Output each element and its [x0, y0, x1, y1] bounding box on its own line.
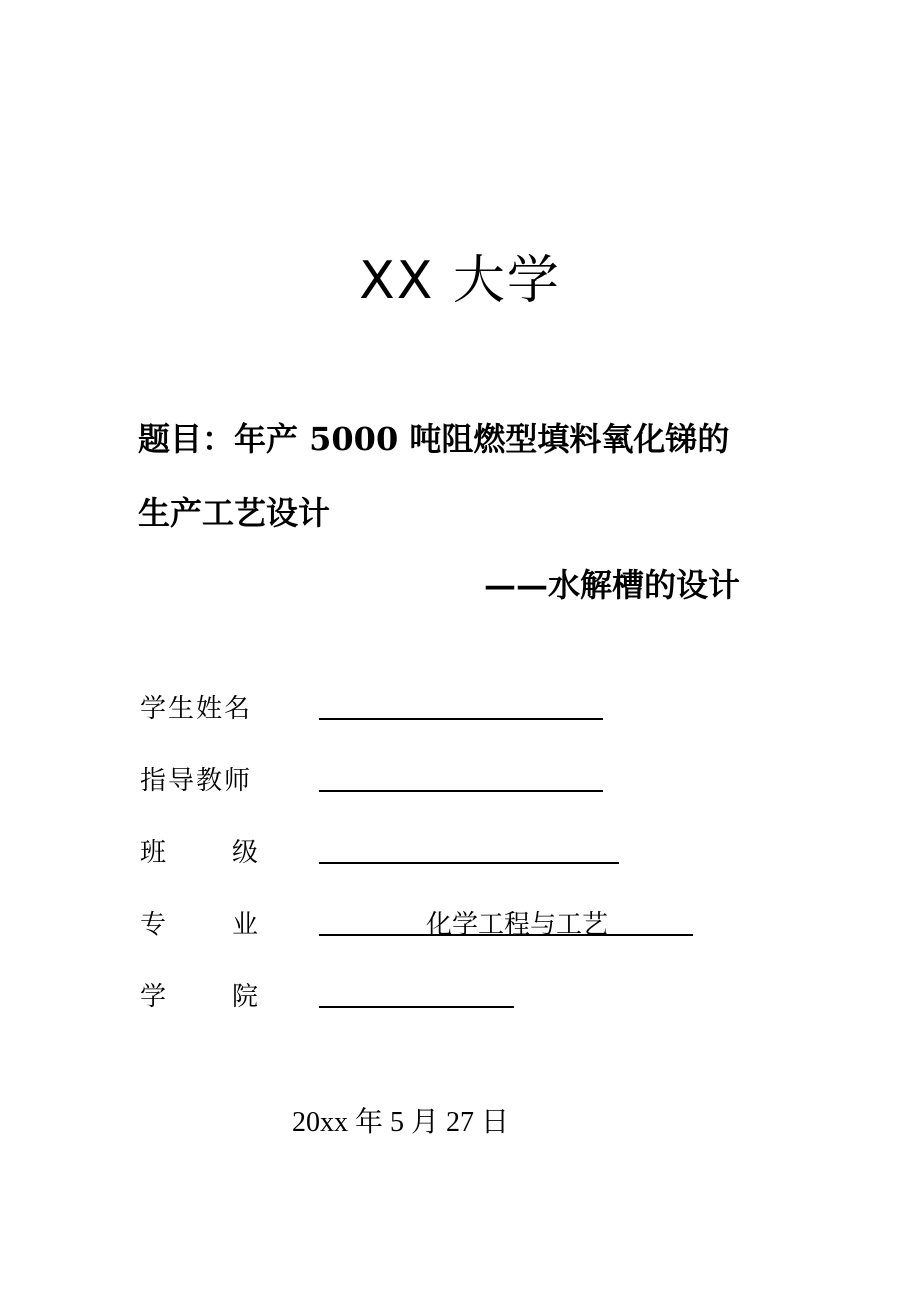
submission-date: 20xx 年 5 月 27 日: [292, 1107, 510, 1138]
college-label: [140, 976, 258, 1013]
thesis-subtitle: ——水解槽的设计: [484, 566, 741, 604]
advisor-field[interactable]: [319, 758, 603, 792]
label-char: 学: [140, 694, 169, 724]
label-char: 指: [140, 766, 169, 796]
class-field[interactable]: [319, 830, 619, 864]
thesis-title-line-2: 生产工艺设计: [138, 494, 331, 532]
thesis-title-line-1: 题目：年产 5000 吨阻燃型填料氧化锑的: [138, 420, 730, 458]
label-char: 业: [231, 910, 258, 940]
label-char: 院: [231, 982, 258, 1012]
label-char: 级: [231, 838, 258, 868]
class-label: [140, 832, 258, 869]
major-value: 化学工程与工艺: [426, 910, 609, 940]
label-char: 专: [140, 910, 167, 940]
label-char: 教: [196, 766, 225, 796]
label-char: 师: [224, 766, 253, 796]
student-name-field[interactable]: [319, 686, 603, 720]
college-field[interactable]: [319, 974, 514, 1008]
advisor-label: [140, 760, 258, 797]
label-char: 姓: [196, 694, 225, 724]
student-name-label: [140, 688, 258, 725]
label-char: 导: [168, 766, 197, 796]
label-char: 生: [168, 694, 197, 724]
major-label: [140, 904, 258, 941]
university-name: XX 大学: [359, 251, 561, 311]
label-char: 学: [140, 982, 167, 1012]
label-char: 名: [224, 694, 253, 724]
label-char: 班: [140, 838, 167, 868]
